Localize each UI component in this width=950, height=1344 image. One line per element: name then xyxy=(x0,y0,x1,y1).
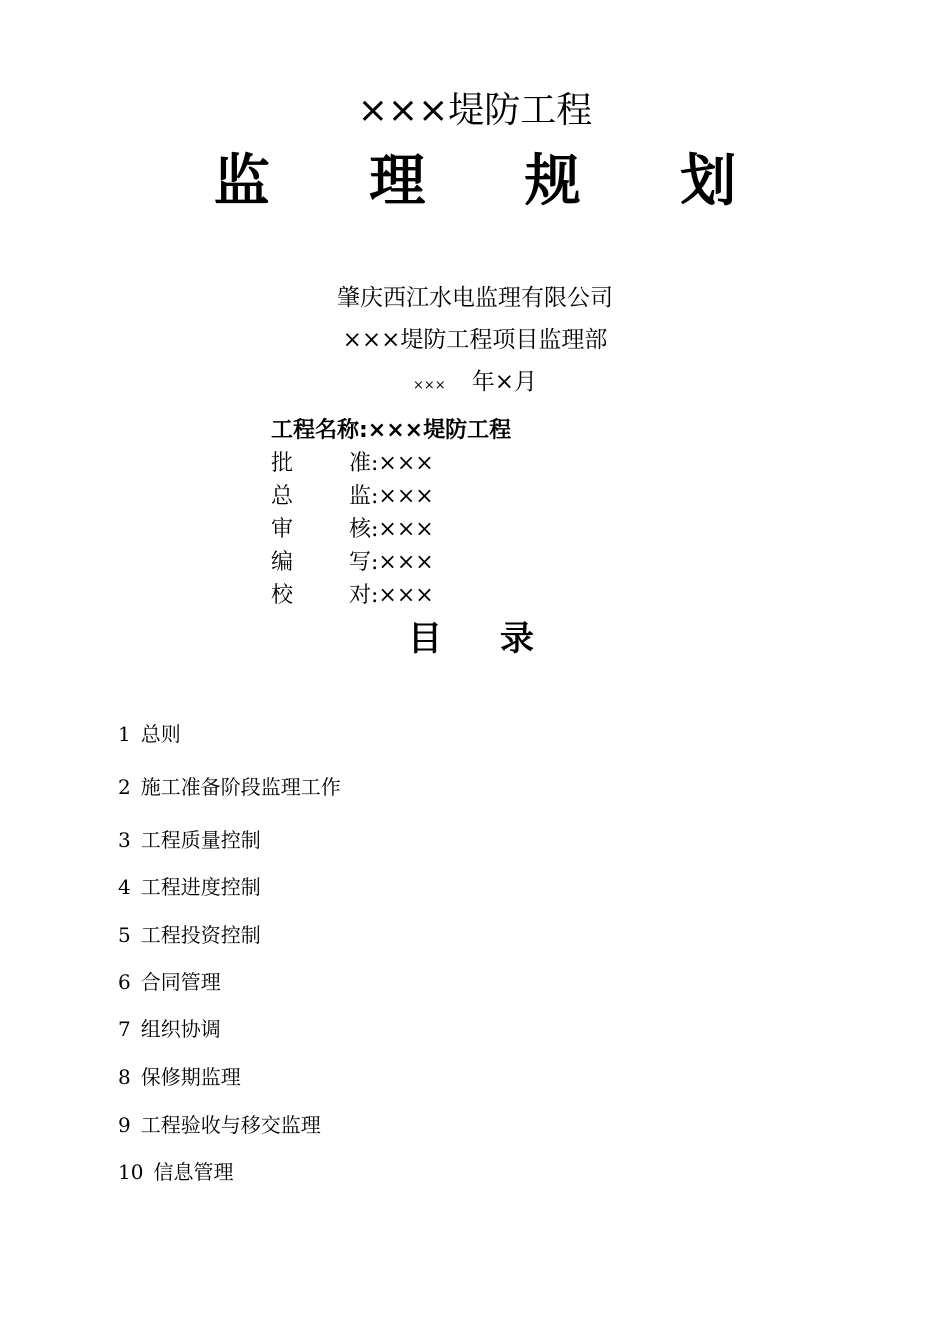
toc-item xyxy=(118,1063,241,1091)
toc-item xyxy=(118,921,261,949)
info-value: ××× xyxy=(378,484,434,509)
toc-item xyxy=(118,773,341,801)
toc-item-label: 保修期监理 xyxy=(140,1065,241,1089)
toc-item-label: 工程质量控制 xyxy=(140,828,261,852)
toc-item-label: 信息管理 xyxy=(153,1160,234,1184)
department-name: ×××堤防工程项目监理部 xyxy=(342,327,608,353)
info-row-chief xyxy=(271,482,434,512)
info-label-a: 编 xyxy=(271,550,294,575)
toc-item xyxy=(118,1111,321,1139)
info-row-approve xyxy=(271,449,434,479)
info-row-proofread xyxy=(271,581,434,611)
toc-item-number: 9 xyxy=(118,1113,131,1137)
info-label-b: 写: xyxy=(349,550,379,575)
project-title: ×××堤防工程 xyxy=(357,90,593,131)
date-suffix: 年×月 xyxy=(471,369,537,395)
info-label-b: 准: xyxy=(349,451,379,476)
toc-item-label: 施工准备阶段监理工作 xyxy=(140,775,341,799)
toc-item xyxy=(118,1015,221,1043)
date-year-placeholder: ××× xyxy=(413,378,446,393)
toc-item xyxy=(118,873,261,901)
toc-item-label: 组织协调 xyxy=(140,1017,221,1041)
company-name: 肇庆西江水电监理有限公司 xyxy=(337,285,613,311)
info-label-b: 核: xyxy=(349,517,379,542)
info-row-review xyxy=(271,515,434,545)
info-value: ××× xyxy=(378,451,434,476)
date-line xyxy=(0,366,950,402)
toc-item-label: 工程验收与移交监理 xyxy=(140,1113,321,1137)
toc-item xyxy=(118,968,221,996)
document-title: 监 理 规 划 xyxy=(213,149,777,214)
info-label-b: 监: xyxy=(349,484,379,509)
toc-title: 目录 xyxy=(408,619,592,659)
toc-item-number: 6 xyxy=(118,970,131,994)
toc-item-label: 总则 xyxy=(140,722,181,746)
toc-item-number: 1 xyxy=(118,722,131,746)
info-value: ××× xyxy=(378,550,434,575)
info-value: ××× xyxy=(378,517,434,542)
toc-item xyxy=(118,826,261,854)
toc-item-number: 3 xyxy=(118,828,131,852)
info-row-author xyxy=(271,548,434,578)
info-label-a: 总 xyxy=(271,484,294,509)
toc-item xyxy=(118,720,181,748)
info-value: ××× xyxy=(378,583,434,608)
toc-item xyxy=(118,1158,233,1186)
toc-item-label: 合同管理 xyxy=(140,970,221,994)
info-label-a: 审 xyxy=(271,517,294,542)
toc-item-number: 5 xyxy=(118,923,131,947)
info-label-a: 批 xyxy=(271,451,294,476)
toc-item-number: 8 xyxy=(118,1065,131,1089)
toc-item-label: 工程进度控制 xyxy=(140,875,261,899)
info-label-a: 校 xyxy=(271,583,294,608)
toc-item-number: 10 xyxy=(118,1160,144,1184)
info-label-b: 对: xyxy=(349,583,379,608)
toc-item-number: 7 xyxy=(118,1017,131,1041)
project-name-field: 工程名称:×××堤防工程 xyxy=(271,418,512,443)
toc-item-number: 2 xyxy=(118,775,131,799)
toc-item-label: 工程投资控制 xyxy=(140,923,261,947)
toc-item-number: 4 xyxy=(118,875,131,899)
